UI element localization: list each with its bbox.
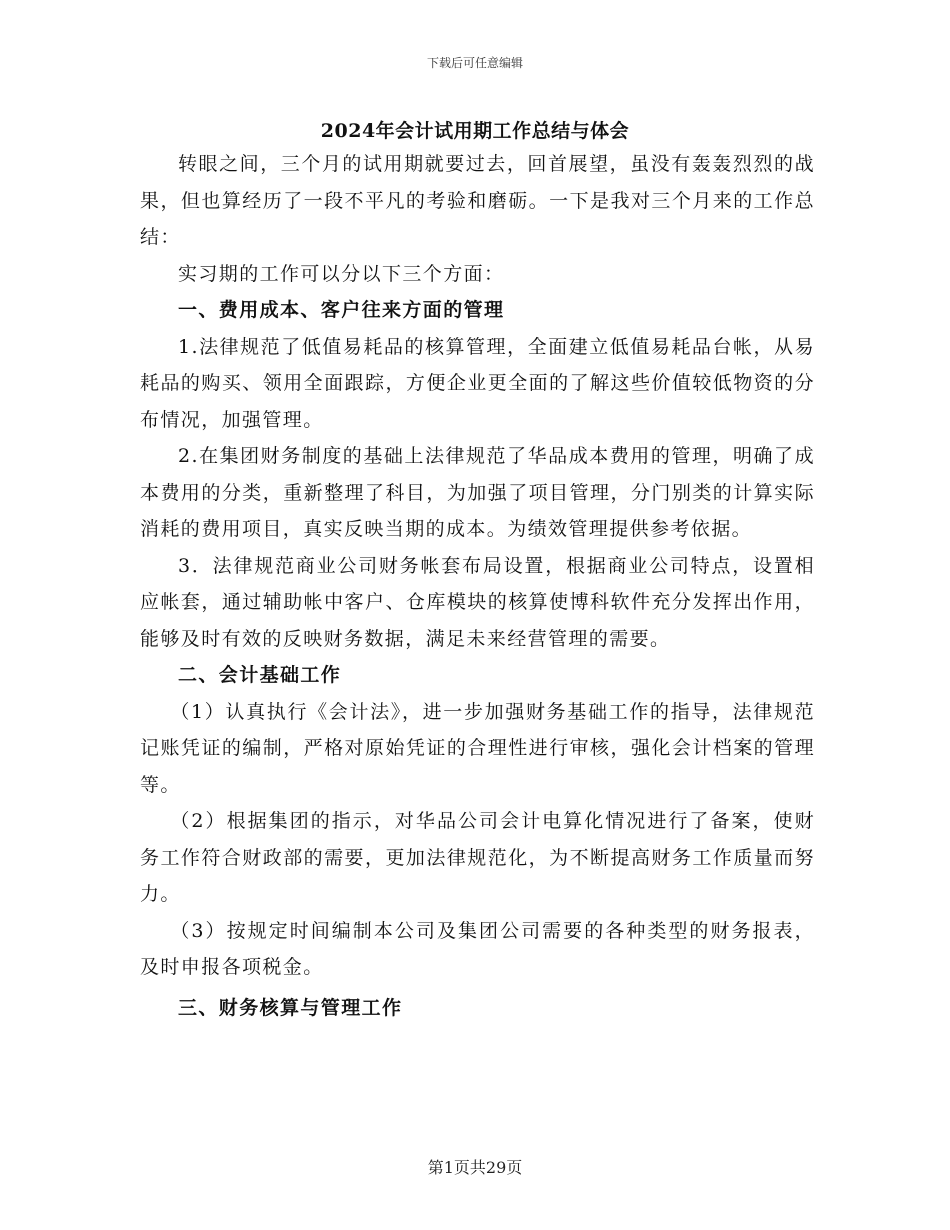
intro-paragraph: 转眼之间，三个月的试用期就要过去，回首展望，虽没有轰轰烈烈的战果，但也算经历了一段不平凡的考验和磨砺。一下是我对三个月来的工作总结： (140, 153, 815, 248)
document-title: 2024年会计试用期工作总结与体会 (320, 120, 630, 142)
section-heading-1: 一、费用成本、客户往来方面的管理 (178, 299, 505, 321)
page-footer: 第1页共29页 (427, 1158, 523, 1177)
section-1-item-2: 2.在集团财务制度的基础上法律规范了华品成本费用的管理，明确了成本费用的分类，重新整理了科目，为加强了项目管理，分门别类的计算实际消耗的费用项目，真实反映当期的成本。为绩效管理提供参考依据。 (140, 445, 815, 540)
section-heading-3: 三、财务核算与管理工作 (178, 996, 403, 1019)
document-body (140, 146, 815, 1026)
overview-paragraph: 实习期的工作可以分以下三个方面： (178, 262, 505, 285)
section-2-item-1: （1）认真执行《会计法》，进一步加强财务基础工作的指导，法律规范记账凭证的编制，严格对原始凭证的合理性进行审核，强化会计档案的管理等。 (140, 700, 815, 796)
section-1-item-3: 3．法律规范商业公司财务帐套布局设置，根据商业公司特点，设置相应帐套，通过辅助帐中客户、仓库模块的核算使博科软件充分发挥出作用，能够及时有效的反映财务数据，满足未来经营管理的需要。 (140, 554, 815, 650)
section-2-item-3: （3）按规定时间编制本公司及集团公司需要的各种类型的财务报表，及时申报各项税金。 (140, 919, 815, 978)
section-2-item-2: （2）根据集团的指示，对华品公司会计电算化情况进行了备案，使财务工作符合财政部的需要，更加法律规范化，为不断提高财务工作质量而努力。 (140, 810, 815, 905)
section-1-item-1: 1.法律规范了低值易耗品的核算管理，全面建立低值易耗品台帐，从易耗品的购买、领用全面跟踪，方便企业更全面的了解这些价值较低物资的分布情况，加强管理。 (140, 335, 815, 431)
section-heading-2: 二、会计基础工作 (178, 664, 342, 686)
header-note: 下载后可任意编辑 (426, 56, 523, 70)
